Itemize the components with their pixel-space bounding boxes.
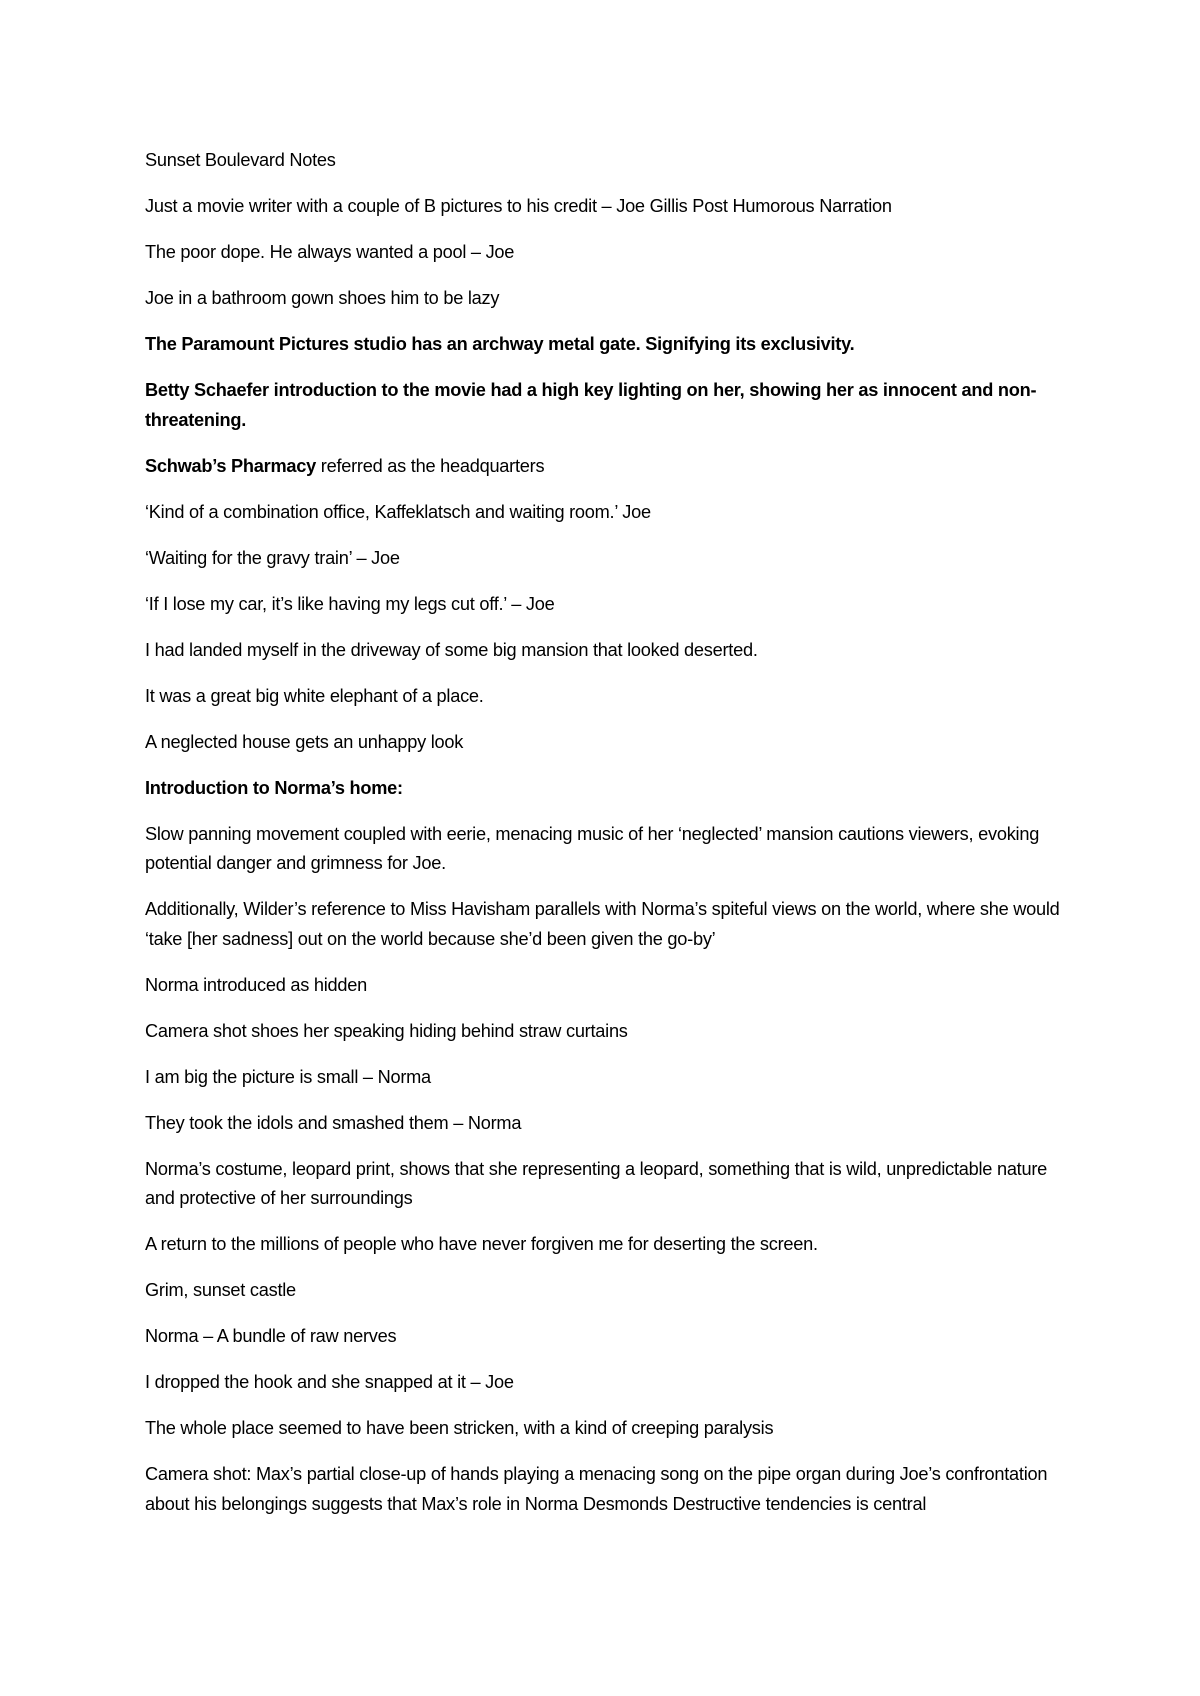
note-paragraph: Norma introduced as hidden [145,974,367,995]
document-page [145,146,1075,1536]
note-paragraph: ‘If I lose my car, it’s like having my legs cut off.’ – Joe [145,593,555,614]
note-lead-bold: Schwab’s Pharmacy [145,455,316,476]
note-paragraph: Grim, sunset castle [145,1280,296,1300]
note-paragraph: Just a movie writer with a couple of B pictures to his credit – Joe Gillis Post Humorous Narration [145,196,892,216]
note-paragraph: I had landed myself in the driveway of some big mansion that looked deserted. [145,639,758,660]
note-paragraph-bold: Betty Schaefer introduction to the movie had a high key lighting on her, showing her as innocent and non-threatening. [145,380,1037,430]
note-paragraph: I am big the picture is small – Norma [145,1066,431,1087]
note-paragraph: ‘Kind of a combination office, Kaffeklatsch and waiting room.’ Joe [145,501,651,522]
note-paragraph: Camera shot: Max’s partial close-up of hands playing a menacing song on the pipe organ during Joe’s confrontation about his belongings suggests that Max’s role in Norma Desmonds Destructive tendencies is central [145,1464,1048,1514]
document-title: Sunset Boulevard Notes [145,150,336,170]
note-paragraph: I dropped the hook and she snapped at it – Joe [145,1372,514,1392]
note-paragraph: A neglected house gets an unhappy look [145,731,464,752]
note-paragraph: The poor dope. He always wanted a pool – Joe [145,242,515,262]
note-paragraph: The whole place seemed to have been stricken, with a kind of creeping paralysis [145,1418,774,1438]
note-paragraph: Norma’s costume, leopard print, shows that she representing a leopard, something that is wild, unpredictable nature and protective of her surroundings [145,1158,1048,1208]
note-paragraph: Slow panning movement coupled with eerie, menacing music of her ‘neglected’ mansion cautions viewers, evoking potential danger and grimness for Joe. [145,823,1040,873]
section-heading: Introduction to Norma’s home: [145,777,403,798]
note-paragraph: They took the idols and smashed them – Norma [145,1112,522,1133]
note-paragraph-bold: The Paramount Pictures studio has an archway metal gate. Signifying its exclusivity. [145,334,855,354]
note-paragraph: It was a great big white elephant of a place. [145,685,484,706]
note-paragraph: A return to the millions of people who have never forgiven me for deserting the screen. [145,1234,818,1254]
note-paragraph: Camera shot shoes her speaking hiding behind straw curtains [145,1020,628,1041]
note-paragraph: ‘Waiting for the gravy train’ – Joe [145,547,400,568]
note-paragraph: Additionally, Wilder’s reference to Miss Havisham parallels with Norma’s spiteful views on the world, where she would ‘take [her sadness] out on the world because she’d been given the go-by’ [145,899,1060,949]
note-paragraph: Norma – A bundle of raw nerves [145,1326,397,1346]
note-paragraph: Joe in a bathroom gown shoes him to be lazy [145,288,500,308]
note-text: referred as the headquarters [315,455,545,476]
note-paragraph [145,452,1075,482]
